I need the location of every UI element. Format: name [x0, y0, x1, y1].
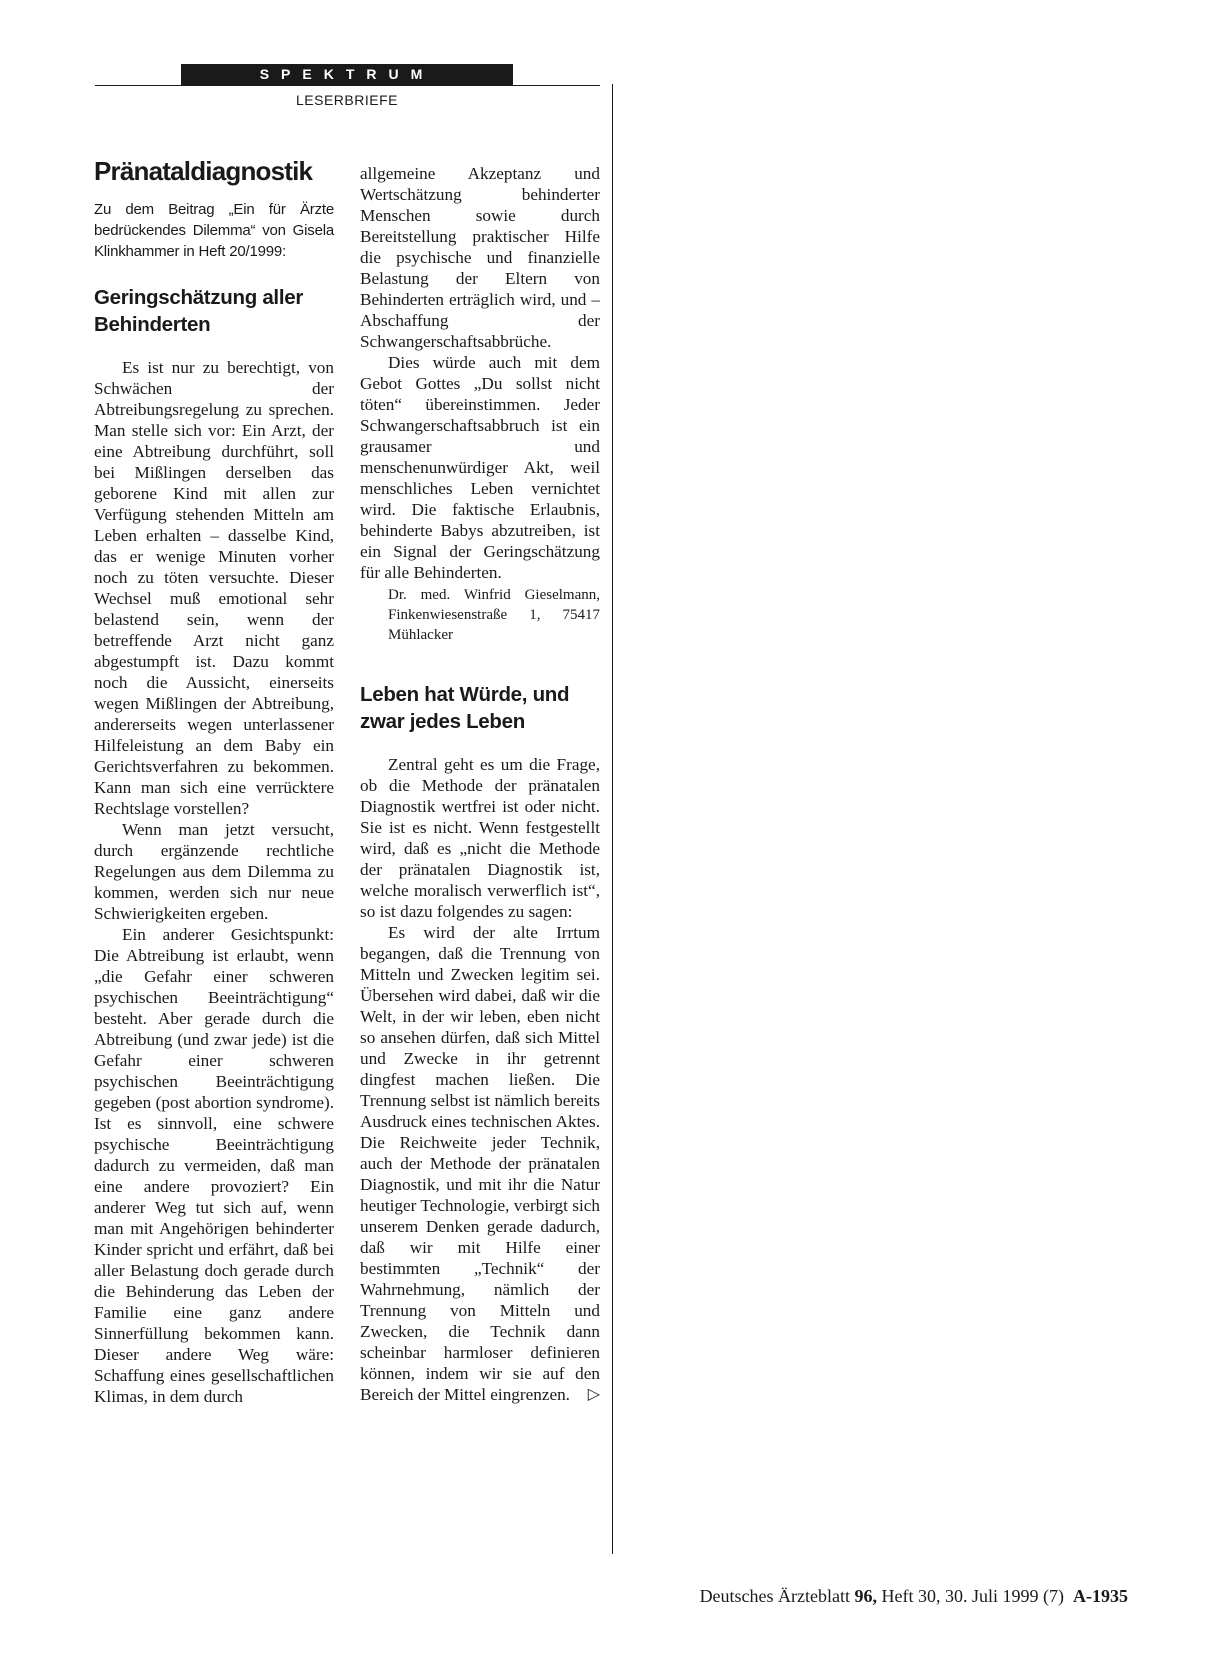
header-rule — [95, 85, 600, 86]
letter2-paragraph: Zentral geht es um die Frage, ob die Methode der pränatalen Diagnostik wertfrei ist oder nicht. Sie ist es nicht. Wenn festgestellt wird, daß es „nicht die Methode der pränatalen Diagnostik ist, welche moralisch verwerflich ist“, so ist dazu folgendes zu sagen: — [360, 755, 600, 921]
column-left — [94, 155, 334, 1407]
footer-issue: Heft 30, 30. Juli 1999 (7) — [881, 1586, 1064, 1606]
column-rule — [612, 84, 613, 1554]
letter1-signature: Dr. med. Winfrid Gieselmann, Finkenwiesenstraße 1, 75417 Mühlacker — [388, 587, 600, 643]
letter1-paragraph: Wenn man jetzt versucht, durch ergänzende rechtliche Regelungen aus dem Dilemma zu kommen, werden sich nur neue Schwierigkeiten ergeben. — [94, 820, 334, 923]
letter1-paragraph: allgemeine Akzeptanz und Wertschätzung behinderter Menschen sowie durch Bereitstellung praktischer Hilfe die psychische und finanzielle Belastung der Eltern von Behinderten erträglich wird, und – Abschaffung der Schwangerschaftsabbrüche. — [360, 164, 600, 351]
footer-volume: 96, — [854, 1586, 878, 1606]
subsection-label: LESERBRIEFE — [296, 92, 398, 108]
article-intro: Zu dem Beitrag „Ein für Ärzte bedrückendes Dilemma“ von Gisela Klinkhammer in Heft 20/1999: — [94, 201, 334, 260]
article-title: Pränataldiagnostik — [94, 156, 313, 186]
footer-page-number: A-1935 — [1073, 1586, 1128, 1606]
letter1-heading: Geringschätzung aller Behinderten — [94, 286, 304, 336]
footer-journal: Deutsches Ärzteblatt — [699, 1586, 851, 1606]
letter2-paragraph: Es wird der alte Irrtum begangen, daß die Trennung von Mitteln und Zwecken legitim sei. Übersehen wird dabei, daß wir die Welt, in der wir leben, eben nicht so ansehen dürfen, daß sich Mittel und Zwecke in ihr getrennt dingfest machen ließen. Die Trennung selbst ist nämlich bereits Ausdruck eines technischen Aktes. Die Reichweite jeder Technik, auch der Methode der pränatalen Diagnostik, und mit ihr die Natur heutiger Technologie, verbirgt sich unserem Denken gerade dadurch, daß wir mit Hilfe einer bestimmten „Technik“ der Wahrnehmung, nämlich der Trennung von Mitteln und Zwecken, die Technik dann scheinbar harmloser definieren können, indem wir sie auf den Bereich der Mittel eingrenzen. — [360, 923, 600, 1404]
section-banner: SPEKTRUM — [181, 64, 513, 85]
column-right: allgemeine Akzeptanz und Wertschätzung behinderter Menschen sowie durch Bereitstellung praktischer Hilfe die psychische und finanzielle Belastung der Eltern von Behinderten erträglich wird, und – Abschaffung der Schwangerschaftsabbrüche. Dies würde auch mit dem Gebot Gottes „Du sollst nicht töten“ übereinstimmen. Jeder Schwangerschaftsabbruch ist ein grausamer und menschenunwürdiger Akt, weil menschliches Leben vernichtet wird. Die faktische Erlaubnis, behinderte Babys abzutreiben, ist ein Signal der Geringschätzung für alle Behinderten. Dr. med. Winfrid Gieselmann, Finkenwiesenstraße 1, 75417 Mühlacker Leben hat Würde, und zwar jedes Leben Zentral geht es um die Frage, ob die Methode der pränatalen Diagnostik wertfrei ist oder nicht. Sie ist es nicht. Wenn festgestellt wird, daß es „nicht die Methode der pränatalen Diagnostik ist, welche moralisch verwerflich ist“, so ist dazu folgendes zu sagen: Es wird der alte Irrtum begangen, daß die Trennung von Mitteln und Zwecken legitim sei. Übersehen wird dabei, daß wir die Welt, in der wir leben, eben nicht so ansehen dürfen, daß sich Mittel und Zwecke in ihr getrennt dingfest machen ließen. Die Trennung selbst ist nämlich bereits Ausdruck eines technischen Aktes. Die Reichweite jeder Technik, auch der Methode der pränatalen Diagnostik, und mit ihr die Natur heutiger Technologie, verbirgt sich unserem Denken gerade dadurch, daß wir mit Hilfe einer bestimmten „Technik“ der Wahrnehmung, nämlich der Trennung von Mitteln und Zwecken, die Technik dann scheinbar harmloser definieren können, indem wir sie auf den Bereich der Mittel eingrenzen. ▷ — [360, 164, 600, 1404]
letter1-paragraph: Es ist nur zu berechtigt, von Schwächen der Abtreibungsregelung zu sprechen. Man stelle sich vor: Ein Arzt, der eine Abtreibung durchführt, soll bei Mißlingen derselben das geborene Kind mit allen zur Verfügung stehenden Mitteln am Leben erhalten – dasselbe Kind, das er wenige Minuten vorher noch zu töten versuchte. Dieser Wechsel muß emotional sehr belastend sein, wenn der betreffende Arzt nicht ganz abgestumpft ist. Dazu kommt noch die Aussicht, einerseits wegen Mißlingen der Abtreibung, andererseits wegen unterlassener Hilfeleistung an dem Baby ein Gerichtsverfahren zu bekommen. Kann man sich eine verrücktere Rechtslage vorstellen? — [94, 358, 334, 818]
letter1-paragraph: Ein anderer Gesichtspunkt: Die Abtreibung ist erlaubt, wenn „die Gefahr einer schweren psychischen Beeinträchtigung“ besteht. Aber gerade durch die Abtreibung (und zwar jede) ist die Gefahr einer schweren psychischen Beeinträchtigung gegeben (post abortion syndrome). Ist es sinnvoll, eine schwere psychische Beeinträchtigung dadurch zu vermeiden, daß man eine andere provoziert? Ein anderer Weg tut sich auf, wenn man mit Angehörigen behinderter Kinder spricht und erfährt, daß bei aller Belastung doch gerade durch die Behinderung das Leben der Familie eine ganz andere Sinnerfüllung bekommen kann. Dieser andere Weg wäre: Schaffung eines gesellschaftlichen Klimas, in dem durch — [94, 925, 334, 1406]
page-footer — [648, 1586, 1128, 1607]
letter2-heading: Leben hat Würde, und zwar jedes Leben — [360, 683, 570, 733]
letter1-paragraph: Dies würde auch mit dem Gebot Gottes „Du sollst nicht töten“ übereinstimmen. Jeder Schwangerschaftsabbruch ist ein grausamer und menschenunwürdiger Akt, weil menschliches Leben vernichtet wird. Die faktische Erlaubnis, behinderte Babys abzutreiben, ist ein Signal der Geringschätzung für alle Behinderten. — [360, 353, 600, 582]
